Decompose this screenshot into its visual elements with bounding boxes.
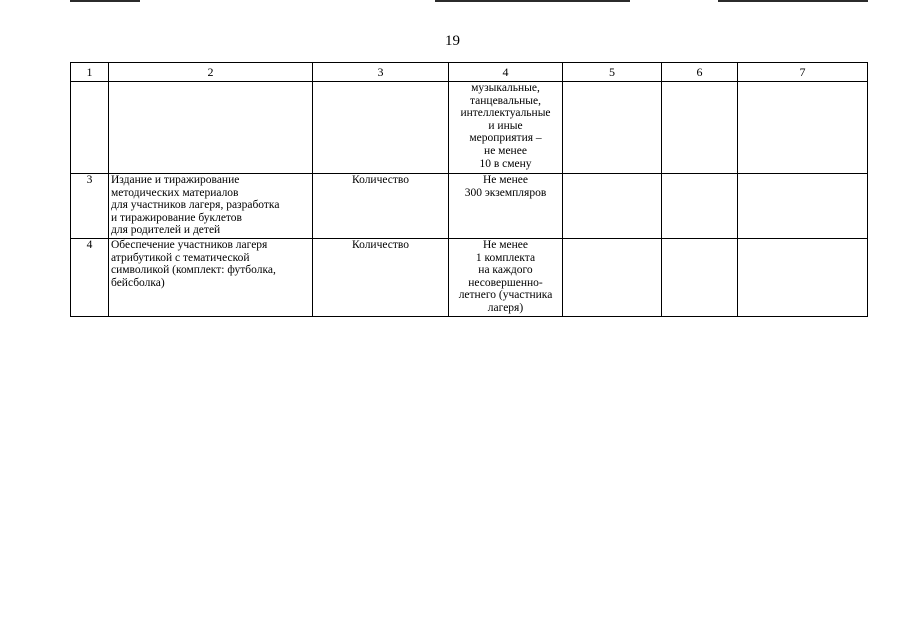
- empty-cell: [662, 174, 738, 239]
- value-cell: Не менее 300 экземпляров: [449, 174, 563, 239]
- scan-edge-mark: [435, 0, 630, 2]
- table-header-row: [71, 63, 868, 82]
- header-cell: 1: [71, 63, 109, 82]
- empty-cell: [563, 82, 662, 174]
- row-number-cell: 3: [71, 174, 109, 239]
- row-number-cell: 4: [71, 239, 109, 317]
- header-cell: 4: [449, 63, 563, 82]
- header-cell: 5: [563, 63, 662, 82]
- empty-cell: [563, 239, 662, 317]
- header-cell: 7: [738, 63, 868, 82]
- scan-edge-mark: [70, 0, 140, 2]
- empty-cell: [738, 82, 868, 174]
- empty-cell: [738, 174, 868, 239]
- table-row: [71, 82, 868, 174]
- row-number-cell: [71, 82, 109, 174]
- header-cell: 6: [662, 63, 738, 82]
- scan-edge-mark: [718, 0, 868, 2]
- unit-cell: Количество: [313, 174, 449, 239]
- unit-cell: [313, 82, 449, 174]
- table-row: [71, 174, 868, 239]
- item-name-cell: [109, 82, 313, 174]
- value-cell: Не менее 1 комплекта на каждого несовершенно- летнего (участника лагеря): [449, 239, 563, 317]
- item-name-cell: Издание и тиражирование методических материалов для участников лагеря, разработка и тиражирование буклетов для родителей и детей: [109, 174, 313, 239]
- empty-cell: [738, 239, 868, 317]
- empty-cell: [563, 174, 662, 239]
- value-cell: музыкальные, танцевальные, интеллектуальные и иные мероприятия – не менее 10 в смену: [449, 82, 563, 174]
- requirements-table: [70, 62, 868, 317]
- table-row: [71, 239, 868, 317]
- item-name-cell: Обеспечение участников лагеря атрибутикой с тематической символикой (комплект: футболка, бейсболка): [109, 239, 313, 317]
- empty-cell: [662, 239, 738, 317]
- empty-cell: [662, 82, 738, 174]
- header-cell: 3: [313, 63, 449, 82]
- page-number: 19: [445, 33, 460, 49]
- unit-cell: Количество: [313, 239, 449, 317]
- header-cell: 2: [109, 63, 313, 82]
